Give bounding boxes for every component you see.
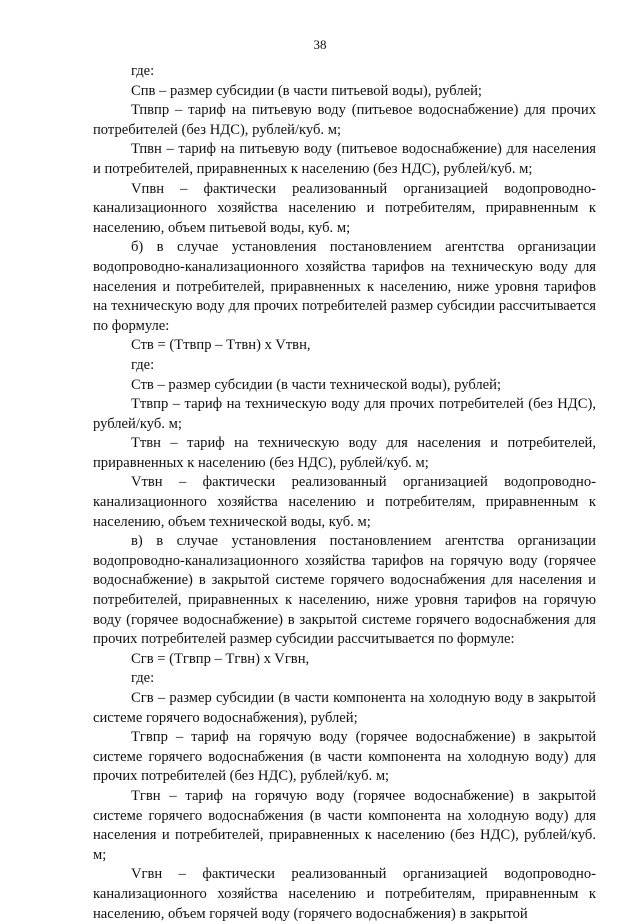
clause-v: в) в случае установления постановлением агентства организации водопроводно-канализационного хозяйства тарифов на горячую воду (горячее водоснабжение) в закрытой системе горячего водоснабжения для населения и потребителей, приравненных к населению, ниже уровня тарифов на горячую воду (горячее водоснабжение) в закрытой системе горячего водоснабжения для прочих потребителей размер субсидии рассчитывается по формуле: <box>93 533 596 648</box>
text-paragraph: где: <box>131 63 155 79</box>
clause-b: б) в случае установления постановлением агентства организации водопроводно-канализационного хозяйства тарифов на техническую воду для населения и потребителей, приравненных к населению, ниже уровня тарифов на техническую воду для прочих потребителей размер субсидии рассчитывается по формуле: <box>93 239 596 334</box>
definition-tgvpr: Тгвпр – тариф на горячую воду (горячее водоснабжение) в закрытой системе горячего водоснабжения (в части компонента на холодную воду) для прочих потребителей (без НДС), рублей/куб. м; <box>93 729 596 785</box>
text-paragraph: где: <box>131 670 155 687</box>
definition-tgvn: Тгвн – тариф на горячую воду (горячее водоснабжение) в закрытой системе горячего водоснабжения (в части компонента на холодную воду) для населения и потребителей, приравненных к населению (без НДС), рублей/куб. м; <box>93 787 596 863</box>
definition-vpvn: Vпвн – фактически реализованный организацией водопроводно-канализационного хозяйства населению и потребителям, приравненным к населению, объем питьевой воды, куб. м; <box>93 180 596 236</box>
definition-vtvn: Vтвн – фактически реализованный организацией водопроводно-канализационного хозяйства населению и потребителям, приравненным к населению, объем технической воды, куб. м; <box>93 474 596 530</box>
definition-stv: Ств – размер субсидии (в части технической воды), рублей; <box>131 376 502 393</box>
formula-stv: Ств = (Ттвпр – Ттвн) x Vтвн, <box>131 337 311 354</box>
definition-tpvn: Тпвн – тариф на питьевую воду (питьевое водоснабжение) для населения и потребителей, приравненных к населению (без НДС), рублей/куб. м; <box>93 141 596 177</box>
definition-ttvpr: Ттвпр – тариф на техническую воду для прочих потребителей (без НДС), рублей/куб. м; <box>93 396 596 432</box>
definition-tpvpr: Тпвпр – тариф на питьевую воду (питьевое водоснабжение) для прочих потребителей (без НДС), рублей/куб. м; <box>93 102 596 138</box>
definition-vgvn: Vгвн – фактически реализованный организацией водопроводно-канализационного хозяйства населению и потребителям, приравненным к населению, объем горячей воду (горячего водоснабжения) в закрытой <box>93 866 596 922</box>
text-paragraph: где: <box>131 356 155 373</box>
definition-spv: Спв – размер субсидии (в части питьевой воды), рублей; <box>131 82 482 99</box>
definition-sgv: Сгв – размер субсидии (в части компонента на холодную воду в закрытой системе горячего водоснабжения), рублей; <box>93 690 596 726</box>
page-number: 38 <box>313 37 327 52</box>
definition-ttvn: Ттвн – тариф на техническую воду для населения и потребителей, приравненных к населению (без НДС), рублей/куб. м; <box>93 435 596 471</box>
document-body <box>93 62 596 924</box>
formula-sgv: Сгв = (Тгвпр – Тгвн) x Vгвн, <box>131 650 310 667</box>
